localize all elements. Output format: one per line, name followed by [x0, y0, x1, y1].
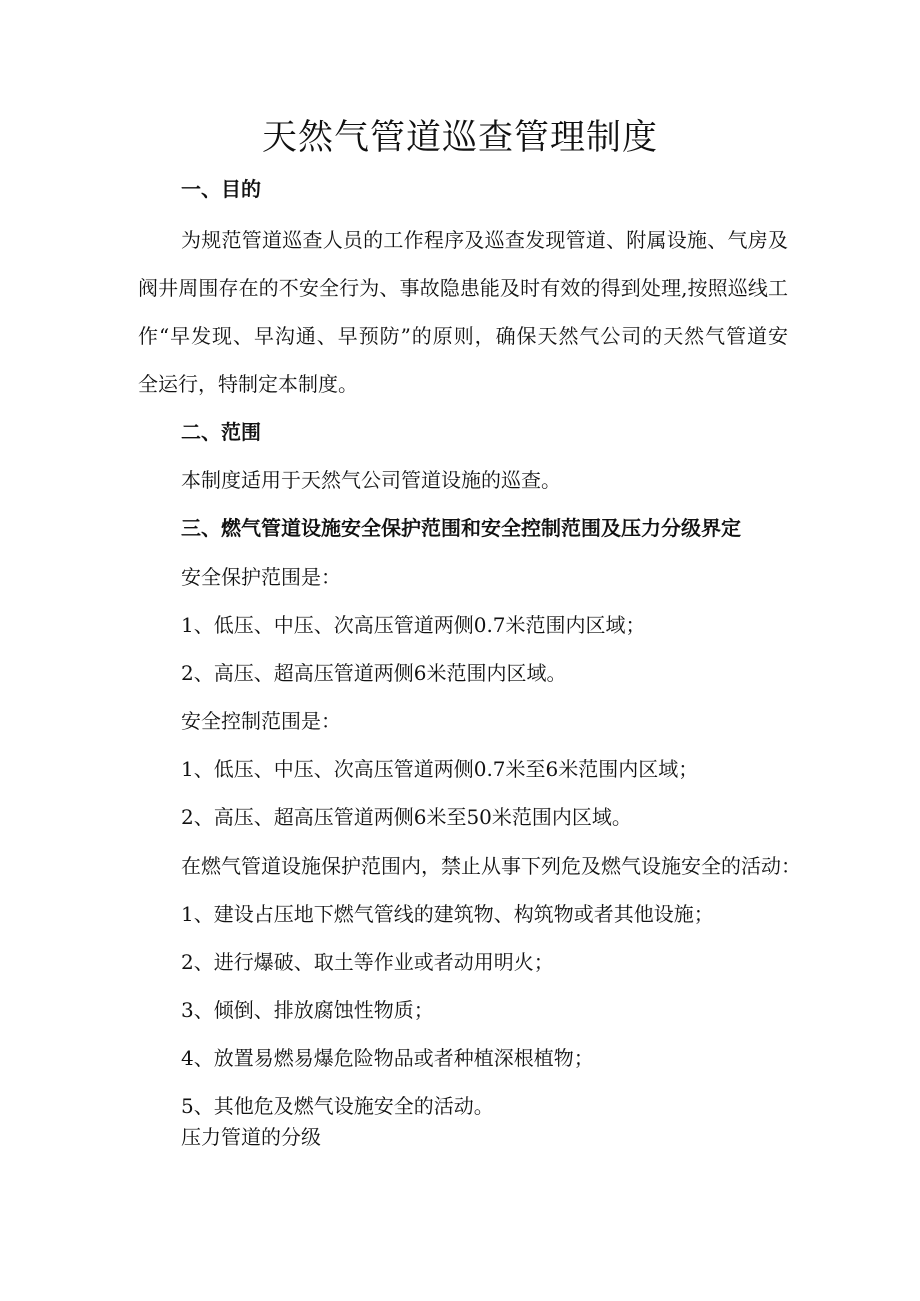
purpose-paragraph-line: 全运行，特制定本制度。 — [138, 372, 358, 396]
section-heading-protection-range: 三、燃气管道设施安全保护范围和安全控制范围及压力分级界定 — [181, 516, 741, 540]
document-title: 天然气管道巡查管理制度 — [261, 118, 658, 158]
pressure-grading-label: 压力管道的分级 — [181, 1125, 321, 1149]
protection-range-item: 1、低压、中压、次高压管道两侧0.7米范围内区域； — [181, 613, 646, 637]
control-range-item: 2、高压、超高压管道两侧6米至50米范围内区域。 — [181, 805, 632, 829]
protection-range-item: 2、高压、超高压管道两侧6米范围内区域。 — [181, 661, 567, 685]
purpose-paragraph-line: 为规范管道巡查人员的工作程序及巡查发现管道、附属设施、气房及 — [181, 228, 788, 252]
control-range-label: 安全控制范围是： — [181, 709, 341, 733]
prohibited-activity-item: 2、进行爆破、取土等作业或者动用明火； — [181, 950, 554, 974]
prohibited-activity-item: 5、其他危及燃气设施安全的活动。 — [181, 1094, 494, 1118]
section-heading-purpose: 一、目的 — [181, 177, 261, 201]
protection-range-label: 安全保护范围是： — [181, 565, 341, 589]
prohibited-activity-item: 3、倾倒、排放腐蚀性物质； — [181, 998, 434, 1022]
prohibition-intro: 在燃气管道设施保护范围内，禁止从事下列危及燃气设施安全的活动： — [181, 854, 801, 878]
control-range-item: 1、低压、中压、次高压管道两侧0.7米至6米范围内区域； — [181, 757, 699, 781]
purpose-paragraph-line: 阀井周围存在的不安全行为、事故隐患能及时有效的得到处理,按照巡线工 — [138, 276, 788, 300]
purpose-paragraph-line: 作“早发现、早沟通、早预防”的原则，确保天然气公司的天然气管道安 — [138, 324, 788, 348]
prohibited-activity-item: 4、放置易燃易爆危险物品或者种植深根植物； — [181, 1046, 594, 1070]
section-heading-scope: 二、范围 — [181, 420, 261, 444]
scope-text: 本制度适用于天然气公司管道设施的巡查。 — [181, 468, 561, 492]
prohibited-activity-item: 1、建设占压地下燃气管线的建筑物、构筑物或者其他设施； — [181, 902, 714, 926]
